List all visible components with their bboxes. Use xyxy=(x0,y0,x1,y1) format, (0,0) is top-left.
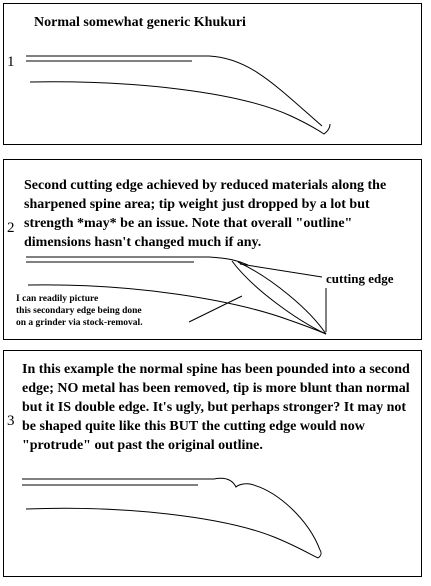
khukuri-blade-drawing-3 xyxy=(4,351,423,578)
pointer-line-note xyxy=(189,296,242,322)
blade-spine-curve xyxy=(26,257,248,265)
panel-3-pounded-edge xyxy=(3,350,422,577)
panel-caption: Second cutting edge achieved by reduced materials along the sharpened spine area; tip weight just dropped by a lot but strength *may* be an issue. Note that overall "outline" dimensions hasn't changed much if any. xyxy=(24,178,387,250)
panel-number: 3 xyxy=(7,413,15,429)
khukuri-blade-drawing-2 xyxy=(4,160,423,341)
blade-edge-curve xyxy=(26,508,318,558)
cutting-edge-label: cutting edge xyxy=(326,271,394,286)
secondary-edge-inner xyxy=(238,262,326,334)
panel-number: 2 xyxy=(7,220,15,236)
blade-edge-curve xyxy=(28,285,326,334)
pointer-line-edge-1 xyxy=(240,264,322,277)
panel-number: 1 xyxy=(7,54,15,70)
panel-caption: Normal somewhat generic Khukuri xyxy=(34,15,246,30)
panel-1-normal-khukuri xyxy=(3,3,422,145)
blade-spine-curve xyxy=(26,56,322,126)
secondary-edge-outer xyxy=(232,261,326,334)
note-line: this secondary edge being done xyxy=(16,306,142,316)
blade-edge-curve xyxy=(30,82,330,134)
panel-2-stock-removal-edge xyxy=(3,159,422,340)
note-line: I can readily picture xyxy=(16,294,99,304)
note-line: on a grinder via stock-removal. xyxy=(16,318,143,328)
blade-spine-curve xyxy=(22,478,321,558)
khukuri-blade-drawing-1 xyxy=(4,4,423,146)
panel-caption: In this example the normal spine has been pounded into a second edge; NO metal has been removed, tip is more blunt than normal but it IS double edge. It's ugly, but perhaps stronger? It may not be shaped quite like this BUT the cutting edge would now "protrude" out past the original outline. xyxy=(22,362,410,453)
